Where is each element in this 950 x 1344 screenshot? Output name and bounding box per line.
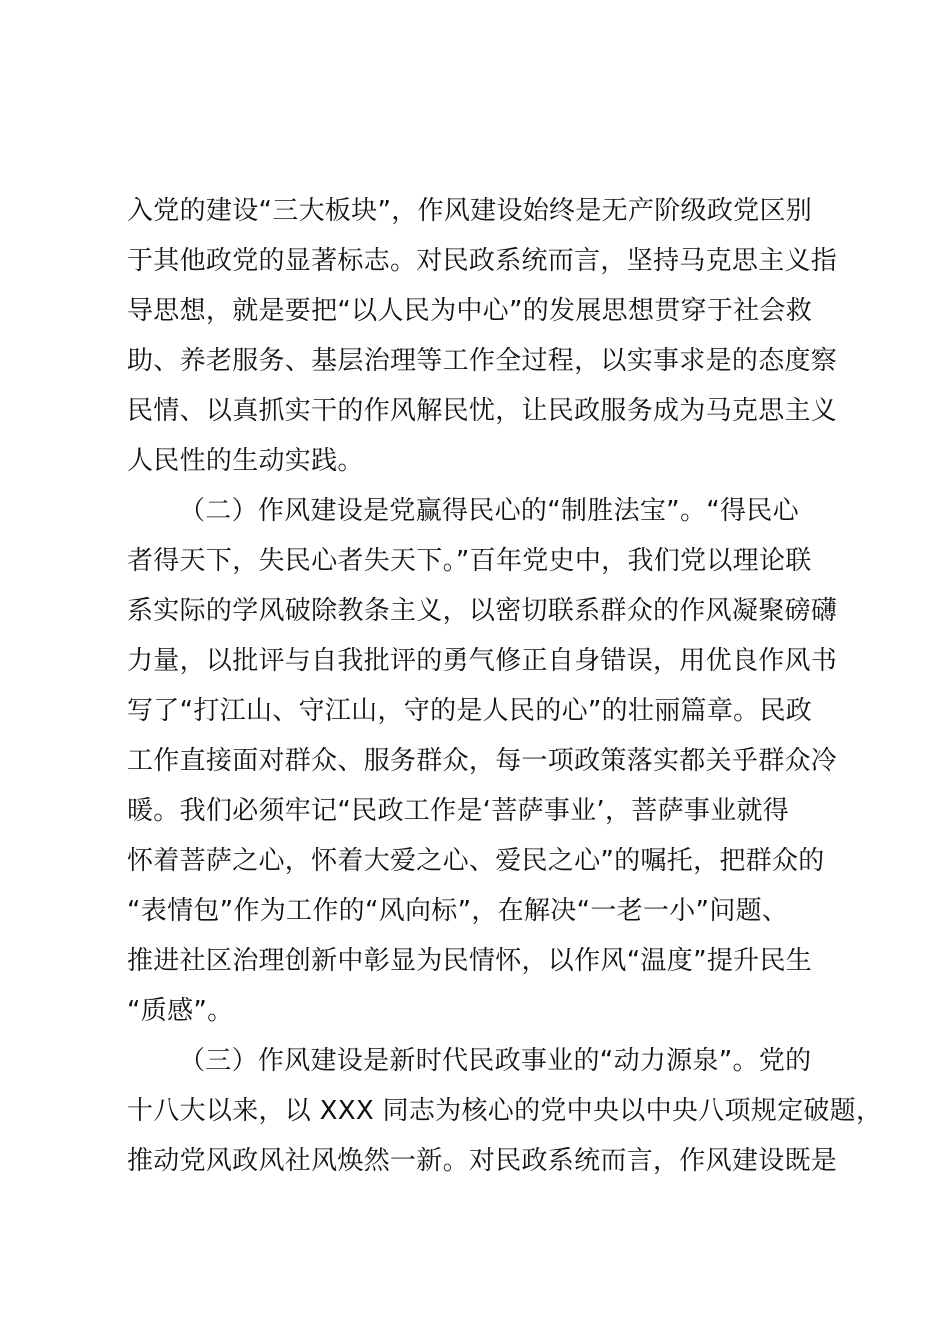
text-line: 导思想，就是要把“以人民为中心”的发展思想贯穿于社会救 xyxy=(127,296,813,326)
text-line: 怀着菩萨之心，怀着大爱之心、爱民之心”的嘱托，把群众的 xyxy=(127,846,825,876)
text-line: 人民性的生动实践。 xyxy=(127,446,364,476)
text-line: 十八大以来，以 XXX 同志为核心的党中央以中央八项规定破题， xyxy=(127,1096,883,1126)
section-heading-line: （二）作风建设是党赢得民心的“制胜法宝”。“得民心 xyxy=(179,496,799,526)
body-text xyxy=(127,186,883,1186)
text-line: 推动党风政风社风焕然一新。对民政系统而言，作风建设既是 xyxy=(127,1146,838,1176)
text-line: 推进社区治理创新中彰显为民情怀，以作风“温度”提升民生 xyxy=(127,946,813,976)
text-line: 暖。我们必须牢记“民政工作是‘菩萨事业’，菩萨事业就得 xyxy=(127,796,790,826)
text-line: 助、养老服务、基层治理等工作全过程，以实事求是的态度察 xyxy=(127,346,838,376)
text-line: 者得天下，失民心者失天下。”百年党史中，我们党以理论联 xyxy=(127,546,812,576)
text-line: “质感”。 xyxy=(127,996,234,1026)
text-line: 民情、以真抓实干的作风解民忧，让民政服务成为马克思主义 xyxy=(127,396,838,426)
text-line: 写了“打江山、守江山，守的是人民的心”的壮丽篇章。民政 xyxy=(127,696,813,726)
text-line: 入党的建设“三大板块”，作风建设始终是无产阶级政党区别 xyxy=(127,196,813,226)
text-line: “表情包”作为工作的“风向标”，在解决“一老一小”问题、 xyxy=(127,896,789,926)
section-heading-line: （三）作风建设是新时代民政事业的“动力源泉”。党的 xyxy=(179,1046,812,1076)
text-line: 系实际的学风破除教条主义，以密切联系群众的作风凝聚磅礴 xyxy=(127,596,838,626)
text-line: 工作直接面对群众、服务群众，每一项政策落实都关乎群众冷 xyxy=(127,746,838,776)
text-line: 力量，以批评与自我批评的勇气修正自身错误，用优良作风书 xyxy=(127,646,838,676)
text-line: 于其他政党的显著标志。对民政系统而言，坚持马克思主义指 xyxy=(127,246,838,276)
